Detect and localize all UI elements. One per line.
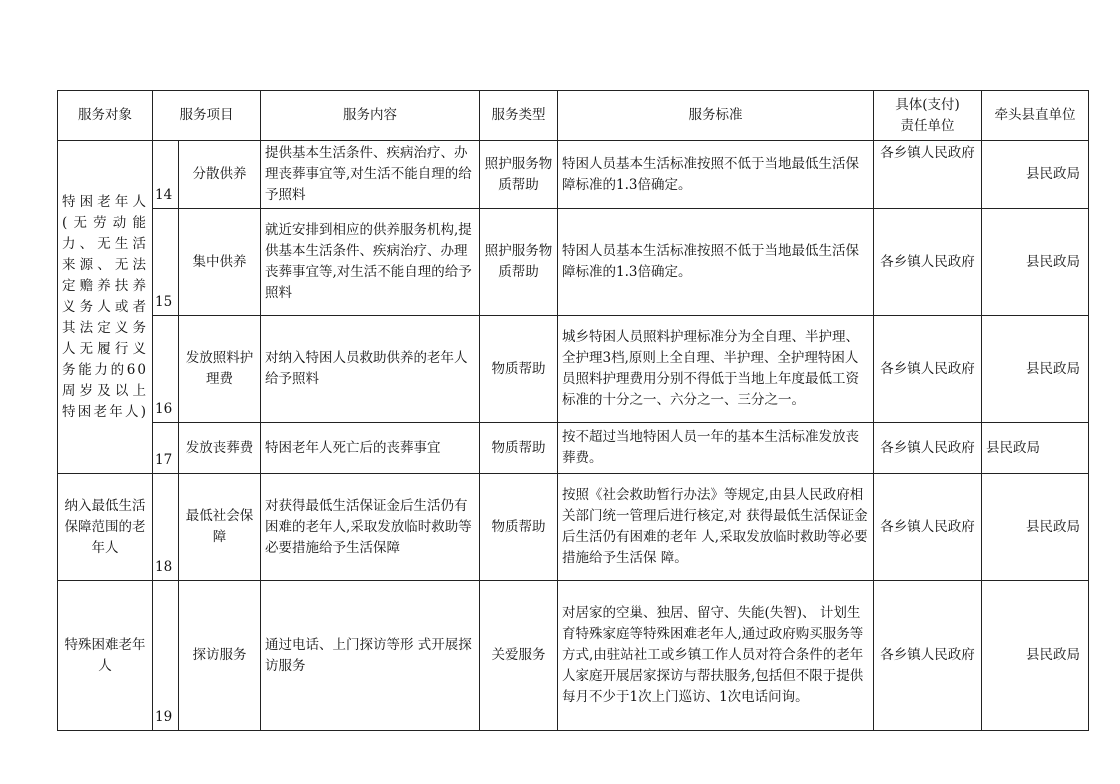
row-number: 19: [153, 581, 179, 731]
header-unit-line2: 责任单位: [900, 117, 955, 134]
service-item: 探访服务: [179, 581, 261, 731]
service-table: [57, 90, 1089, 731]
service-content: 就近安排到相应的供养服务机构,提供基本生活条件、疾病治疗、办理丧葬事宜等,对生活不能自理的给予照料: [261, 209, 480, 316]
county-unit: 县民政局: [982, 316, 1089, 423]
header-item: 服务项目: [153, 91, 261, 141]
service-type: 物质帮助: [480, 474, 558, 581]
responsible-unit: 各乡镇人民政府: [874, 141, 982, 209]
service-standard: 城乡特困人员照料护理标准分为全自理、半护理、全护理3档,原则上全自理、半护理、全护理特困人员照料护理费用分别不得低于当地上年度最低工资标准的十分之一、六分之一、三分之一。: [558, 316, 874, 423]
service-standard: 按照《社会救助暂行办法》等规定,由县人民政府相关部门统一管理后进行核定,对 获得最低生活保证金后生活仍有困难的老年 人,采取发放临时救助等必要措施给予生活保 障。: [558, 474, 874, 581]
table-row: [58, 209, 1089, 316]
service-item: 发放照料护理费: [179, 316, 261, 423]
county-unit: 县民政局: [982, 581, 1089, 731]
table-row: [58, 423, 1089, 474]
row-number: 18: [153, 474, 179, 581]
county-unit: 县民政局: [982, 209, 1089, 316]
service-content: 通过电话、上门探访等形 式开展探访服务: [261, 581, 480, 731]
header-target: 服务对象: [58, 91, 153, 141]
header-type: 服务类型: [480, 91, 558, 141]
service-content: 对获得最低生活保证金后生活仍有困难的老年人,采取发放临时救助等必要措施给予生活保障: [261, 474, 480, 581]
header-unit: [874, 91, 982, 141]
county-unit: 县民政局: [982, 141, 1089, 209]
service-standard: 特困人员基本生活标准按照不低于当地最低生活保障标准的1.3倍确定。: [558, 209, 874, 316]
responsible-unit: 各乡镇人民政府: [874, 474, 982, 581]
county-unit: 县民政局: [982, 474, 1089, 581]
service-standard: 特困人员基本生活标准按照不低于当地最低生活保障标准的1.3倍确定。: [558, 141, 874, 209]
responsible-unit: 各乡镇人民政府: [874, 423, 982, 474]
table-row: [58, 316, 1089, 423]
row-number: 16: [153, 316, 179, 423]
service-content: 对纳入特困人员救助供养的老年人给予照料: [261, 316, 480, 423]
service-type: 照护服务物质帮助: [480, 209, 558, 316]
table-row: [58, 141, 1089, 209]
target-group-1: 特困老年人(无劳动能力、无生活来源、无法定赡养扶养义务人或者其法定义务人无履行义务能力的60周岁及以上特困老年人): [58, 141, 153, 474]
service-item: 分散供养: [179, 141, 261, 209]
row-number: 15: [153, 209, 179, 316]
header-content: 服务内容: [261, 91, 480, 141]
service-item: 集中供养: [179, 209, 261, 316]
header-standard: 服务标准: [558, 91, 874, 141]
service-type: 物质帮助: [480, 316, 558, 423]
responsible-unit: 各乡镇人民政府: [874, 209, 982, 316]
service-standard: 按不超过当地特困人员一年的基本生活标准发放丧葬费。: [558, 423, 874, 474]
service-standard: 对居家的空巢、独居、留守、失能(失智)、 计划生育特殊家庭等特殊困难老年人,通过政府购买服务等方式,由驻站社工或乡镇工作人员对符合条件的老年人家庭开展居家探访与帮扶服务,包括但不限于提供每月不少于1次上门巡访、1次电话问询。: [558, 581, 874, 731]
service-type: 物质帮助: [480, 423, 558, 474]
service-type: 照护服务物质帮助: [480, 141, 558, 209]
responsible-unit: 各乡镇人民政府: [874, 316, 982, 423]
service-type: 关爱服务: [480, 581, 558, 731]
target-group-3: 特殊困难老年人: [58, 581, 153, 731]
table-row: [58, 474, 1089, 581]
service-content: 提供基本生活条件、疾病治疗、办理丧葬事宜等,对生活不能自理的给予照料: [261, 141, 480, 209]
target-group-2: 纳入最低生活保障范围的老年人: [58, 474, 153, 581]
header-unit-line1: 具体(支付): [895, 96, 960, 113]
header-county: 牵头县直单位: [982, 91, 1089, 141]
service-item: 发放丧葬费: [179, 423, 261, 474]
service-item: 最低社会保障: [179, 474, 261, 581]
row-number: 17: [153, 423, 179, 474]
responsible-unit: 各乡镇人民政府: [874, 581, 982, 731]
service-content: 特困老年人死亡后的丧葬事宜: [261, 423, 480, 474]
table-row: [58, 581, 1089, 731]
row-number: 14: [153, 141, 179, 209]
county-unit: 县民政局: [982, 423, 1089, 474]
header-row: [58, 91, 1089, 141]
